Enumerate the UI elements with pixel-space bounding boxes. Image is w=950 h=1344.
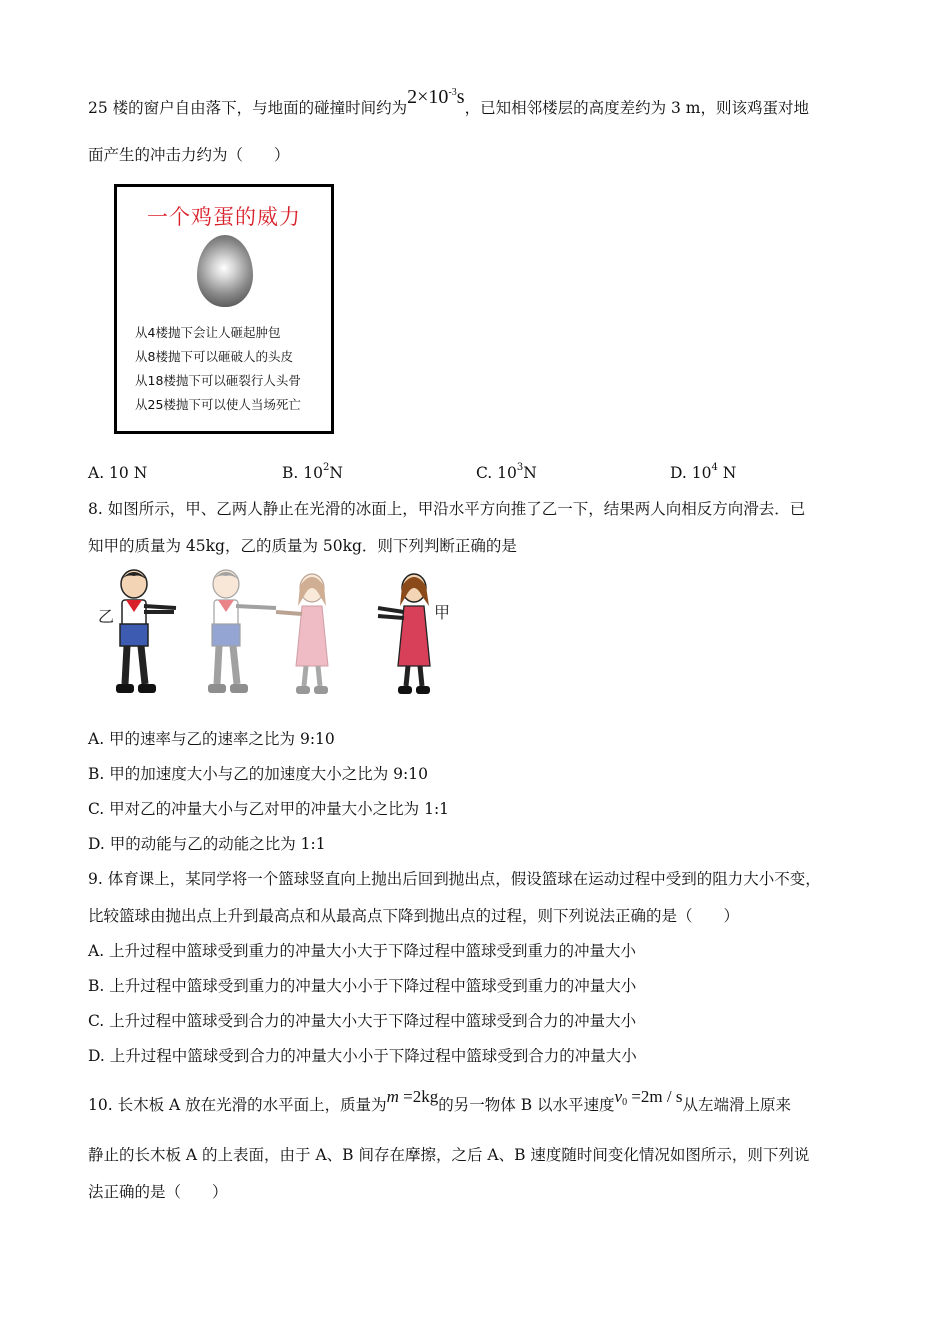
poster-line: 从8楼抛下可以砸破人的头皮: [135, 349, 293, 364]
q8-option-d: D. 甲的动能与乙的动能之比为 1:1: [88, 835, 326, 853]
q10-line-1-text-3: 从左端滑上原来: [682, 1096, 791, 1114]
q7-line-1-text-2: ，已知相邻楼层的高度差约为 3 m，则该鸡蛋对地: [464, 99, 809, 117]
q7-time-formula: $2\times 10^{-3}s$: [407, 86, 465, 108]
q8-option-a: A. 甲的速率与乙的速率之比为 9:10: [88, 730, 335, 748]
q8-line-2: 知甲的质量为 45kg，乙的质量为 50kg．则下列判断正确的是: [88, 537, 517, 555]
q8-line-1: 8. 如图所示，甲、乙两人静止在光滑的冰面上，甲沿水平方向推了乙一下，结果两人向相反方向滑去．已: [88, 500, 806, 518]
q10-line-3: 法正确的是（ ）: [88, 1183, 228, 1201]
q10-line-1-text: 10. 长木板 A 放在光滑的水平面上，质量为: [88, 1096, 387, 1114]
q10-line-1-text-2: 的另一物体 B 以水平速度: [438, 1096, 615, 1114]
poster-line: 从4楼抛下会让人砸起肿包: [135, 325, 281, 340]
boy-motion-figure: [208, 570, 276, 693]
label-yi: 乙: [98, 607, 115, 626]
q7-line-1-text: 25 楼的窗户自由落下，与地面的碰撞时间约为: [88, 99, 408, 117]
q9-option-d: D. 上升过程中篮球受到合力的冲量大小小于下降过程中篮球受到合力的冲量大小: [88, 1047, 637, 1065]
q7-option-a: A. 10 N: [88, 464, 148, 482]
poster-line: 从25楼抛下可以使人当场死亡: [135, 397, 301, 412]
egg-image: [197, 235, 253, 307]
q8-option-b: B. 甲的加速度大小与乙的加速度大小之比为 9:10: [88, 765, 428, 783]
q7-option-c: C. $10^3N$: [476, 462, 537, 482]
q8-option-c: C. 甲对乙的冲量大小与乙对甲的冲量大小之比为 1:1: [88, 800, 450, 818]
q10-velocity-formula: $v_0 =2m / s$: [614, 1087, 683, 1108]
poster-line: 从18楼抛下可以砸裂行人头骨: [135, 373, 301, 388]
boy-figure: [116, 570, 176, 693]
q10-line-2: 静止的长木板 A 的上表面，由于 A、B 间存在摩擦，之后 A、B 速度随时间变化情况如图所示，则下列说: [88, 1146, 810, 1164]
girl-figure: [378, 574, 430, 694]
q7-option-d: D. $10^4$ N: [670, 462, 737, 482]
q10-mass-formula: m =2kg: [386, 1087, 439, 1106]
girl-motion-figure: [276, 574, 328, 694]
q9-option-c: C. 上升过程中篮球受到合力的冲量大小大于下降过程中篮球受到合力的冲量大小: [88, 1012, 637, 1030]
q9-option-a: A. 上升过程中篮球受到重力的冲量大小大于下降过程中篮球受到重力的冲量大小: [88, 942, 637, 960]
q10-line-1: [88, 1087, 791, 1116]
q9-option-b: B. 上升过程中篮球受到重力的冲量大小小于下降过程中篮球受到重力的冲量大小: [88, 977, 637, 995]
egg-poster: [114, 184, 334, 434]
q9-line-1: 9. 体育课上，某同学将一个篮球竖直向上抛出后回到抛出点，假设篮球在运动过程中受到的阻力大小不变，: [88, 870, 821, 888]
q7-line-1: [88, 86, 809, 119]
q9-line-2: 比较篮球由抛出点上升到最高点和从最高点下降到抛出点的过程，则下列说法正确的是（ ）: [88, 907, 740, 925]
label-jia: 甲: [434, 603, 451, 622]
q7-line-2: 面产生的冲击力约为（ ）: [88, 146, 290, 164]
poster-title: 一个鸡蛋的威力: [147, 205, 301, 229]
q7-option-b: B. $10^2N$: [282, 462, 343, 482]
skaters-illustration: [96, 566, 458, 706]
